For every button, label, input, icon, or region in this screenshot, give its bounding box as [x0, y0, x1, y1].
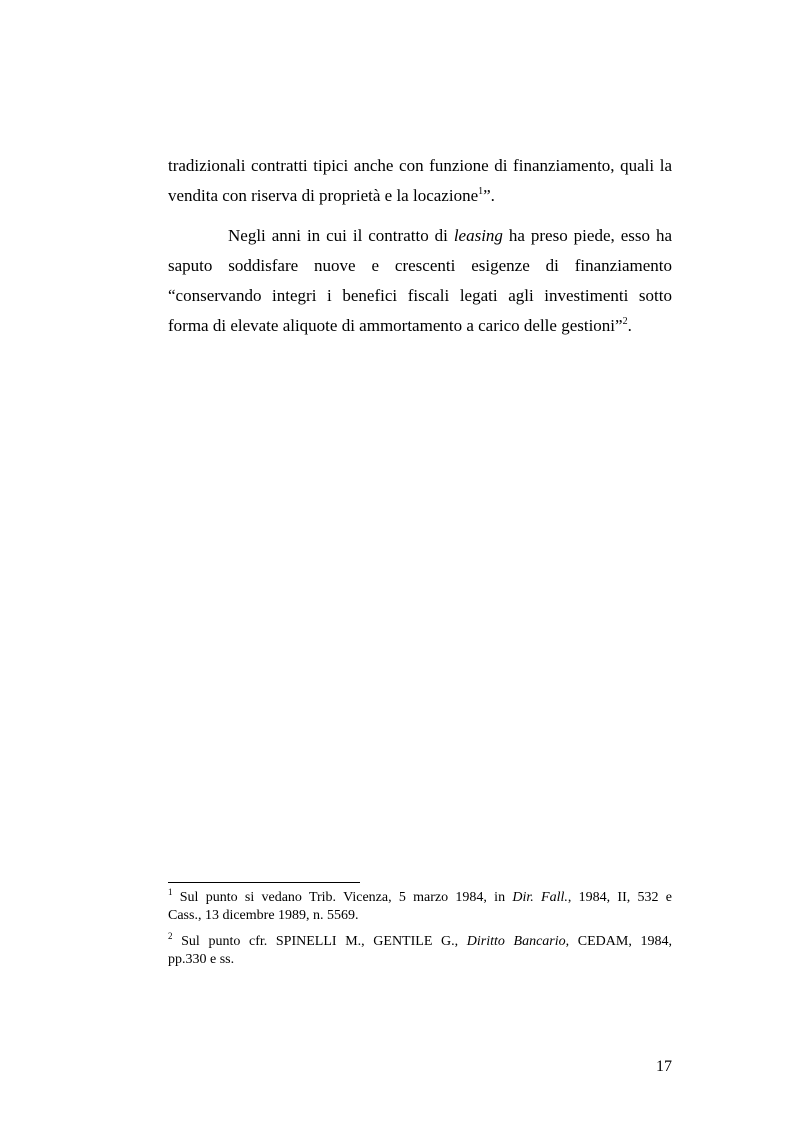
body-line: [168, 315, 672, 337]
page-number: 17: [656, 1058, 672, 1075]
footnote-text: Cass., 13 dicembre 1989, n. 5569.: [168, 908, 359, 923]
body-line: [168, 185, 672, 207]
footnote-line: [168, 907, 672, 925]
footnote-number: 1: [168, 887, 173, 897]
footnote-reference: 1: [478, 186, 484, 197]
body-text: vendita con riserva di proprietà e la locazione: [168, 186, 479, 205]
emphasis-text: Dir. Fall.: [512, 890, 568, 905]
body-line: [228, 225, 672, 247]
body-line: [168, 255, 672, 277]
body-line: [168, 285, 672, 307]
emphasis-text: leasing: [453, 226, 503, 245]
body-line: [168, 155, 672, 177]
footnote-line: [168, 933, 672, 951]
footnote-text: Sul punto cfr. SPINELLI M., GENTILE G.,: [172, 934, 467, 949]
emphasis-text: Diritto Bancario: [466, 934, 566, 949]
footnote-text: , CEDAM, 1984,: [565, 934, 672, 949]
footnote-line: [168, 889, 672, 907]
body-text: ha preso piede, esso ha: [502, 226, 672, 245]
footnote-number: 2: [168, 931, 173, 941]
footnote-line: [168, 951, 672, 969]
body-text: tradizionali contratti tipici anche con funzione di finanziamento, quali la: [168, 156, 672, 175]
footnote-text: pp.330 e ss.: [168, 952, 235, 967]
footnote-reference: 2: [622, 316, 628, 327]
body-text: Negli anni in cui il contratto di: [228, 226, 454, 245]
footnote-text: Sul punto si vedano Trib. Vicenza, 5 marzo 1984, in: [172, 890, 513, 905]
footnote-text: , 1984, II, 532 e: [567, 890, 672, 905]
body-text: “conservando integri i benefici fiscali legati agli investimenti sotto: [168, 286, 672, 305]
footnote-separator: [168, 882, 360, 883]
body-text: saputo soddisfare nuove e crescenti esigenze di finanziamento: [168, 256, 672, 275]
body-text: ”.: [483, 186, 495, 205]
body-text: forma di elevate aliquote di ammortamento a carico delle gestioni”: [168, 316, 623, 335]
body-text: .: [627, 316, 632, 335]
